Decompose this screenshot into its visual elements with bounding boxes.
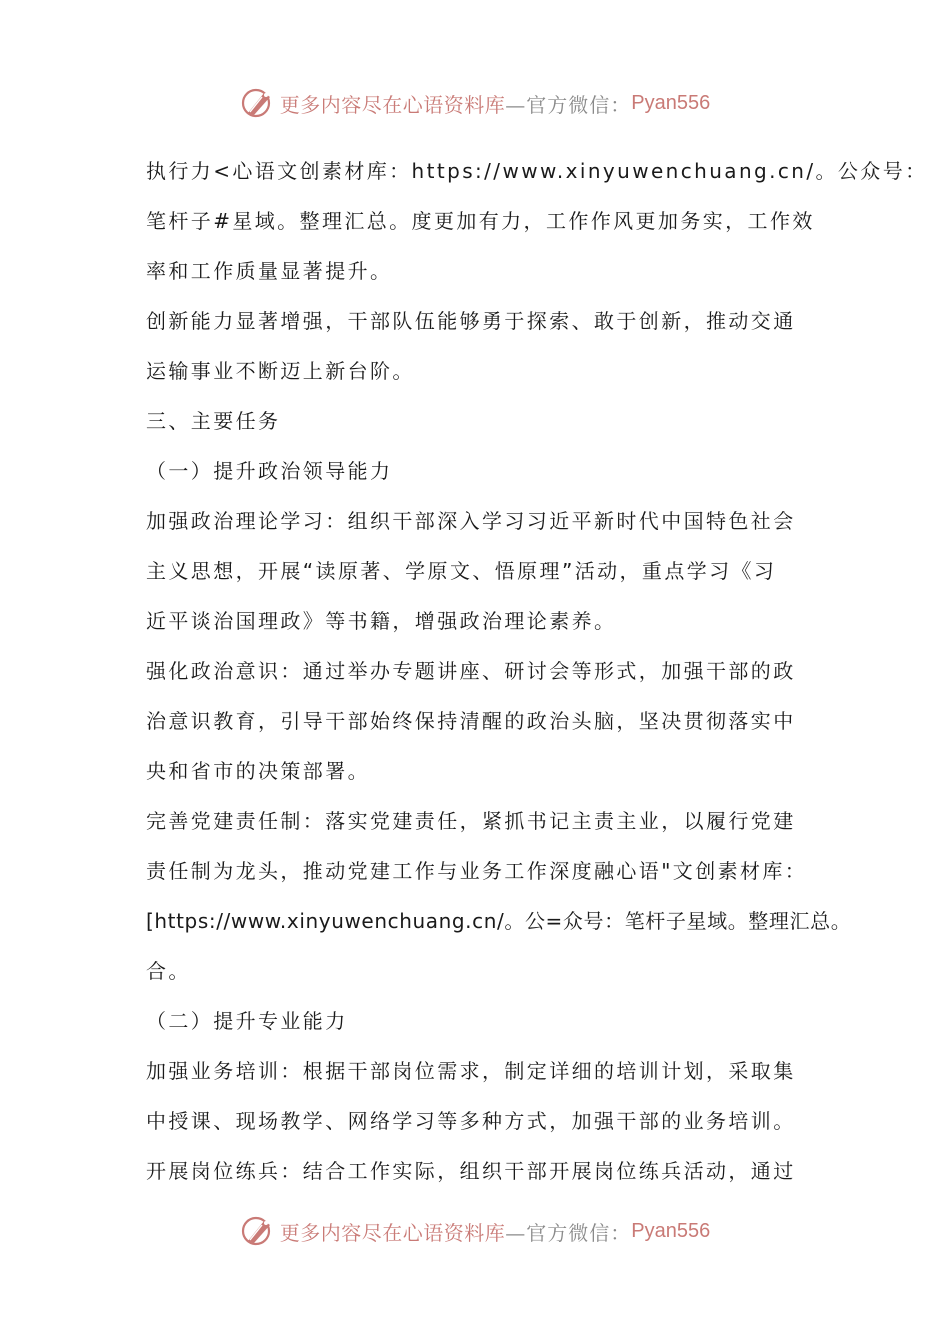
text-line: 中授课、现场教学、网络学习等多种方式，加强干部的业务培训。	[146, 1109, 796, 1133]
text-line: 执行力<心语文创素材库：https://www.xinyuwenchuang.cn/。公众号：	[146, 159, 928, 183]
header-watermark	[0, 83, 950, 123]
pen-nib-icon	[240, 85, 276, 121]
section-heading: 三、主要任务	[146, 409, 281, 433]
text-line: 加强业务培训：根据干部岗位需求，制定详细的培训计划，采取集	[146, 1059, 796, 1083]
document-body	[146, 146, 928, 1196]
watermark-gray-text: —官方微信：	[505, 1220, 632, 1245]
watermark-red-text: 更多内容尽在心语资料库	[279, 1220, 506, 1245]
text-line: 笔杆子#星域。整理汇总。度更加有力，工作作风更加务实，工作效	[146, 209, 815, 233]
text-line: 率和工作质量显著提升。	[146, 259, 393, 283]
watermark-red-text: 更多内容尽在心语资料库	[279, 92, 506, 117]
text-line: 央和省市的决策部署。	[146, 759, 370, 783]
text-line: 合。	[146, 959, 191, 983]
pen-nib-icon	[240, 1213, 276, 1249]
text-line: 治意识教育，引导干部始终保持清醒的政治头脑，坚决贯彻落实中	[146, 709, 796, 733]
watermark-wechat-id: Pyan556	[631, 1219, 711, 1242]
text-line: 主义思想，开展“读原著、学原文、悟原理”活动，重点学习《习	[146, 559, 777, 583]
text-line: 近平谈治国理政》等书籍，增强政治理论素养。	[146, 609, 617, 633]
text-line: 强化政治意识：通过举办专题讲座、研讨会等形式，加强干部的政	[146, 659, 796, 683]
subsection-heading: （一）提升政治领导能力	[146, 459, 393, 483]
text-line: [https://www.xinyuwenchuang.cn/。公=众号：笔杆子星域。整理汇总。	[146, 909, 852, 933]
text-line: 创新能力显著增强，干部队伍能够勇于探索、敢于创新，推动交通	[146, 309, 796, 333]
text-line: 加强政治理论学习：组织干部深入学习习近平新时代中国特色社会	[146, 509, 796, 533]
watermark-gray-text: —官方微信：	[505, 92, 632, 117]
text-line: 完善党建责任制：落实党建责任，紧抓书记主责主业，以履行党建	[146, 809, 796, 833]
watermark-wechat-id: Pyan556	[631, 91, 711, 114]
subsection-heading: （二）提升专业能力	[146, 1009, 348, 1033]
footer-watermark	[0, 1211, 950, 1251]
text-line: 开展岗位练兵：结合工作实际，组织干部开展岗位练兵活动，通过	[146, 1159, 796, 1183]
text-line: 运输事业不断迈上新台阶。	[146, 359, 415, 383]
text-line: 责任制为龙头，推动党建工作与业务工作深度融心语"文创素材库：	[146, 859, 808, 883]
